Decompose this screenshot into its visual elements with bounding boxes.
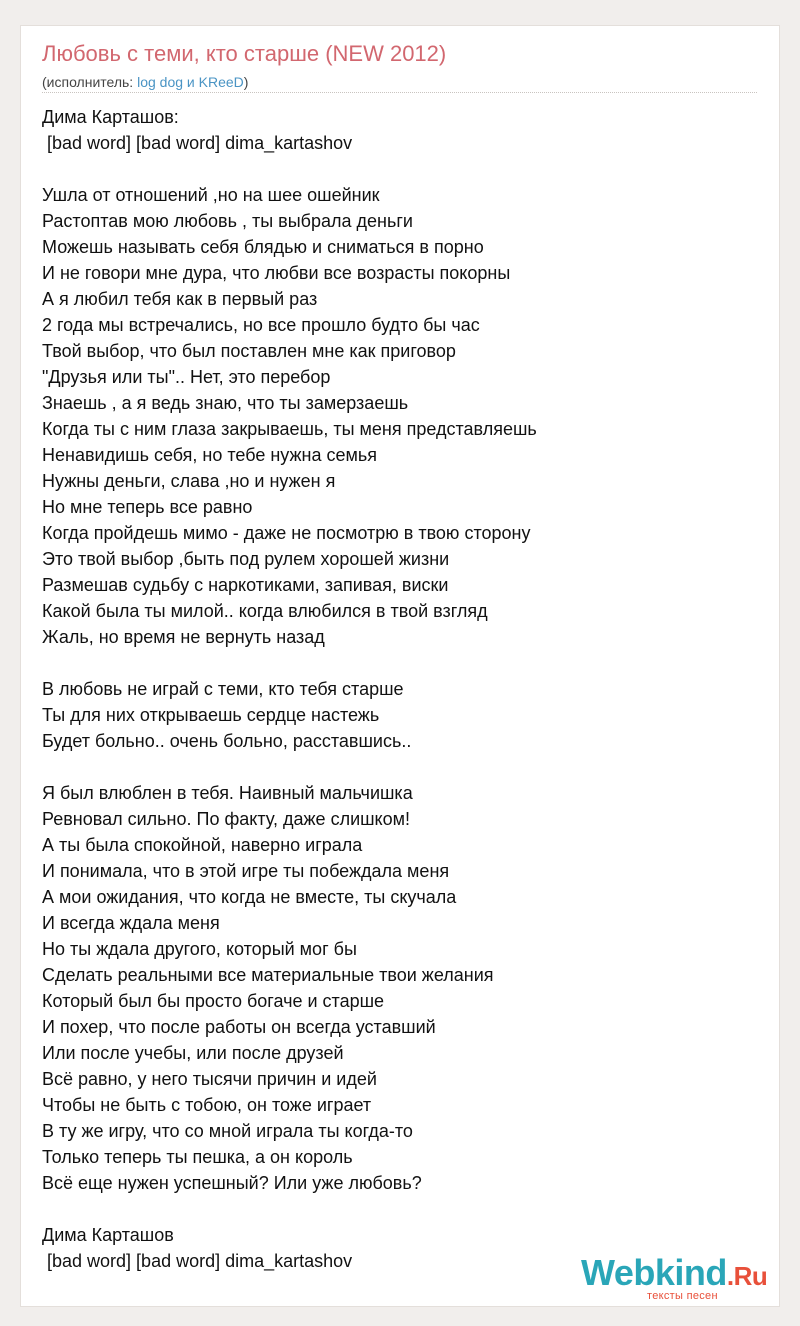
lyric-line: И понимала, что в этой игре ты побеждала меня [42,861,450,881]
lyric-line: Всё равно, у него тысячи причин и идей [42,1069,377,1089]
lyric-line: [bad word] [bad word] dima_kartashov [42,133,353,153]
lyric-line: Какой была ты милой.. когда влюбился в твой взгляд [42,601,488,621]
lyric-line: А я любил тебя как в первый раз [42,289,318,309]
lyric-line: 2 года мы встречались, но все прошло будто бы час [42,315,480,335]
lyric-line: Можешь называть себя блядью и сниматься в порно [42,237,484,257]
lyric-line: Когда пройдешь мимо - даже не посмотрю в твою сторону [42,523,531,543]
logo-tagline: тексты песен [647,1290,718,1302]
webkind-logo[interactable] [581,1252,781,1302]
lyric-line: Но мне теперь все равно [42,497,253,517]
lyric-line: В ту же игру, что со мной играла ты когда-то [42,1121,413,1141]
logo-brand-name: Webkind [581,1252,727,1293]
lyric-line: Размешав судьбу с наркотиками, запивая, виски [42,575,449,595]
lyric-line: Или после учебы, или после друзей [42,1043,344,1063]
lyric-line: Растоптав мою любовь , ты выбрала деньги [42,211,413,231]
lyric-line: Ревновал сильно. По факту, даже слишком! [42,809,411,829]
title-divider [42,92,757,93]
artist-link[interactable]: log dog и KReeD [137,74,244,90]
lyric-line: Который был бы просто богаче и старше [42,991,385,1011]
lyric-line: Твой выбор, что был поставлен мне как приговор [42,341,456,361]
lyric-line: "Друзья или ты".. Нет, это перебор [42,367,331,387]
lyric-line: А ты была спокойной, наверно играла [42,835,363,855]
lyric-line: Но ты ждала другого, который мог бы [42,939,357,959]
lyrics-card [21,26,779,1306]
lyric-line: Ты для них открываешь сердце настежь [42,705,380,725]
lyric-line: Жаль, но время не вернуть назад [42,627,325,647]
lyric-line: Всё еще нужен успешный? Или уже любовь? [42,1173,422,1193]
artist-prefix: (исполнитель: [42,74,138,90]
lyric-line: Нужны деньги, слава ,но и нужен я [42,471,336,491]
lyric-line: В любовь не играй с теми, кто тебя старше [42,679,404,699]
lyric-line: Ушла от отношений ,но на шее ошейник [42,185,380,205]
stanza-break [42,1196,762,1222]
stanza-break [42,156,762,182]
lyrics-text [42,104,762,1274]
lyric-line: А мои ожидания, что когда не вместе, ты скучала [42,887,457,907]
lyric-line: Когда ты с ним глаза закрываешь, ты меня представляешь [42,419,537,439]
lyric-line: Будет больно.. очень больно, расставшись.. [42,731,412,751]
lyric-line: Это твой выбор ,быть под рулем хорошей жизни [42,549,450,569]
lyric-line: И не говори мне дура, что любви все возрасты покорны [42,263,511,283]
lyric-line: Я был влюблен в тебя. Наивный мальчишка [42,783,413,803]
artist-suffix: ) [243,74,249,90]
logo-tld: .Ru [726,1261,768,1291]
lyric-line: Только теперь ты пешка, а он король [42,1147,353,1167]
lyric-line: Ненавидишь себя, но тебе нужна семья [42,445,377,465]
lyric-line: Дима Карташов [42,1225,174,1245]
lyric-line: Чтобы не быть с тобою, он тоже играет [42,1095,372,1115]
stanza-break [42,754,762,780]
stanza-break [42,650,762,676]
lyric-line: И похер, что после работы он всегда уставший [42,1017,436,1037]
song-title: Любовь с теми, кто старше (NEW 2012) [42,41,447,66]
logo-brand [581,1252,767,1294]
lyric-line: Сделать реальными все материальные твои желания [42,965,494,985]
artist-line [42,74,248,90]
lyric-line: И всегда ждала меня [42,913,220,933]
lyric-line: [bad word] [bad word] dima_kartashov [42,1251,353,1271]
lyric-line: Знаешь , а я ведь знаю, что ты замерзаешь [42,393,409,413]
lyric-line: Дима Карташов: [42,107,179,127]
